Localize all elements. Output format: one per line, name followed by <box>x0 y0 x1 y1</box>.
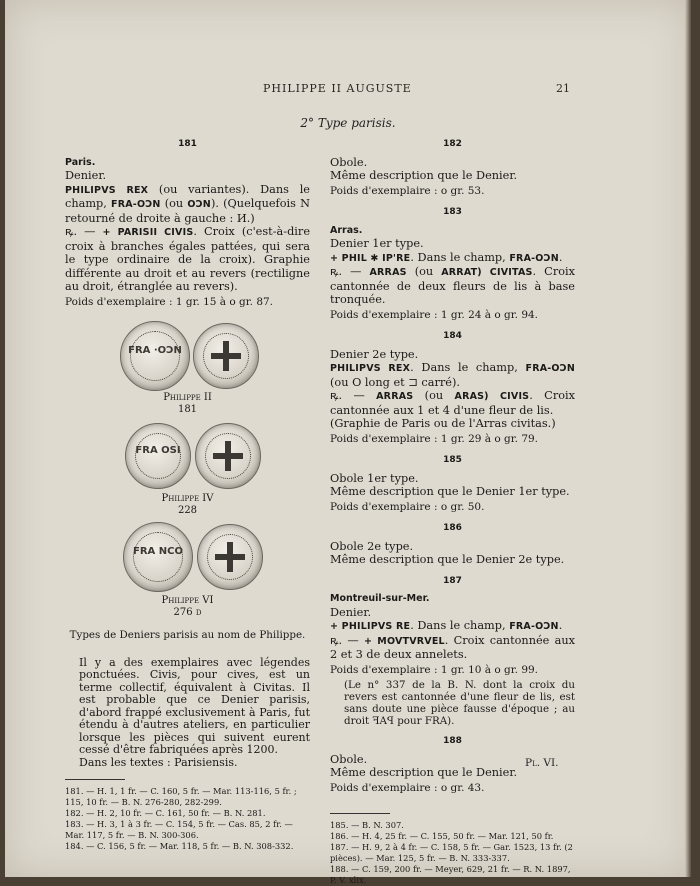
coin-obverse-image <box>125 423 191 489</box>
weight-note: Poids d'exemplaire : o gr. 50. <box>330 500 485 513</box>
footnote: 186. — H. 4, 25 fr. — C. 155, 50 fr. — Mar. 121, 50 fr. <box>330 831 554 841</box>
text: . Croix cantonnée de deux fleurs de lis à base tronquée. <box>330 265 576 306</box>
coin-kind: Obole 2e type. <box>330 539 414 553</box>
figure-caption: Types de Deniers parisis au nom de Philippe. <box>69 629 306 641</box>
description: Même description que le Denier 1er type. <box>330 485 570 498</box>
text: (ou variantes). Dans le champ, <box>65 182 310 210</box>
right-column <box>330 134 575 886</box>
catalogue-number: 228 <box>177 505 198 516</box>
page-number: 21 <box>556 82 570 95</box>
text: (ou <box>406 265 442 278</box>
reverse-description <box>65 225 310 294</box>
entry-number: 181 <box>178 139 197 149</box>
legend: + MOVTVRVEL <box>363 635 445 647</box>
coin-kind: Obole. <box>330 752 368 766</box>
coin-caption <box>65 493 310 517</box>
legend: + PHILIPVS RE <box>330 621 411 632</box>
entry-number: 182 <box>443 139 462 149</box>
coin-caption <box>65 392 310 416</box>
reverse-mark: ꝶ. — <box>330 633 364 647</box>
weight-note: Poids d'exemplaire : o gr. 53. <box>330 184 485 197</box>
king-name: Philippe VI <box>161 595 214 606</box>
weight-note: Poids d'exemplaire : 1 gr. 24 à o gr. 94. <box>330 308 539 321</box>
book-page <box>5 0 691 885</box>
footnote: 184. — C. 156, 5 fr. — Mar. 118, 5 fr. — B. N. 308-332. <box>65 841 294 851</box>
text: . Dans le champ, <box>410 250 510 264</box>
description: Même description que le Denier. <box>330 169 518 182</box>
header-title: PHILIPPE II AUGUSTE <box>263 82 412 95</box>
catalogue-number: 276 d <box>173 607 202 618</box>
legend: + PHIL ✱ IP'RE <box>330 252 411 264</box>
coin-caption <box>65 595 310 619</box>
text: (ou <box>160 197 188 210</box>
reverse-mark: ꝶ. — <box>330 389 377 402</box>
weight-note: Poids d'exemplaire : 1 gr. 10 à o gr. 99. <box>330 663 539 676</box>
coin-monogram: FRA ·OƆN <box>128 345 182 356</box>
entry-number: 184 <box>443 331 462 341</box>
text: . Dans le champ, <box>410 361 526 374</box>
text: ). (Quelquefois N retourné de droite à gauche : И.) <box>65 197 310 225</box>
coin-kind: Denier. <box>330 605 372 619</box>
coin-kind: Obole. <box>330 155 368 169</box>
coin-monogram: FRA NCO <box>133 546 183 557</box>
text: . Dans le champ, <box>410 619 510 632</box>
legend: FRA-OƆN <box>509 621 559 632</box>
reverse-mark: ꝶ. — <box>65 225 103 238</box>
footnote: 188. — C. 159, 200 fr. — Meyer, 629, 21 fr. — R. N. 1897, P. V. xlix. <box>330 864 571 885</box>
text: . Croix cantonnée aux 2 et 3 de deux annelets. <box>330 633 575 661</box>
reverse-description <box>330 389 575 417</box>
text: . Croix cantonnée aux 1 et 4 d'une fleur de lis. <box>330 389 576 417</box>
coin-kind: Denier 2e type. <box>330 347 419 361</box>
reverse-description <box>330 265 575 307</box>
section-subtitle: 2° Type parisis. <box>300 116 396 130</box>
legend: ARRAT) CIVITAS <box>441 267 533 278</box>
coin-monogram: FRA OSI <box>135 445 181 456</box>
commentary-paragraph: Dans les textes : Parisiensis. <box>79 755 238 769</box>
legend: + PARISII CIVIS <box>102 227 194 238</box>
mint-place: Arras. <box>330 224 363 236</box>
text: . Croix (c'est-à-dire croix à branches égales pattées, qui sera le type ordinaire de la croix). Graphie différente au droit et au revers (rectiligne au droit, étranglée au revers). <box>65 225 310 293</box>
footnote: 181. — H. 1, 1 fr. — C. 160, 5 fr. — Mar. 113-116, 5 fr. ; 115, 10 fr. — B. N. 276-280, 282-299. <box>65 786 297 807</box>
king-name: Philippe IV <box>161 493 214 504</box>
coin-illustrations <box>65 309 310 627</box>
coin-reverse-image <box>193 323 259 389</box>
legend: ARRAS <box>369 267 407 278</box>
legend: ARAS) CIVIS <box>454 391 530 402</box>
entry-number: 186 <box>443 523 462 533</box>
obverse-description <box>65 183 310 226</box>
left-column <box>65 134 310 852</box>
text: (ou <box>413 389 455 402</box>
weight-note: Poids d'exemplaire : 1 gr. 29 à o gr. 79. <box>330 432 539 445</box>
coin-reverse-image <box>197 524 263 590</box>
footnote: 183. — H. 3, 1 à 3 fr. — C. 154, 5 fr. — Cas. 85, 2 fr. — Mar. 117, 5 fr. — B. N. 300-306. <box>65 819 293 840</box>
entry-number: 183 <box>443 207 462 217</box>
footnote: 182. — H. 2, 10 fr. — C. 161, 50 fr. — B. N. 281. <box>65 808 266 818</box>
entry-number: 188 <box>443 736 462 746</box>
coin-obverse-image <box>123 522 193 592</box>
footnote-rule <box>65 779 125 780</box>
king-name: Philippe II <box>163 392 212 403</box>
legend: ARRAS <box>376 391 414 402</box>
footnote: 185. — B. N. 307. <box>330 820 404 830</box>
commentary-paragraph: Il y a des exemplaires avec légendes ponctuées. Civis, pour cives, est un terme collectif, équivalent à Civitas. Il est probable que ce Denier parisis, d'abord frappé exclusivement à Paris, fut étendu à d'autres ateliers, en particulier lorsque les pièces qui suivent eurent cessé d'être fabriquées après 1200. <box>79 655 310 756</box>
description: Même description que le Denier 2e type. <box>330 553 565 566</box>
bracket-note: (Le n° 337 de la B. N. dont la croix du revers est cantonnée d'une fleur de lis, est sans doute une pièce fausse d'époque ; au droit ꟻAꟼ pour FRA). <box>344 679 575 727</box>
graphie-note: (Graphie de Paris ou de l'Arras civitas.) <box>330 417 556 430</box>
obverse-description: + PHIL ✱ IP'RE. Dans le champ, FRA-OƆN. <box>330 250 563 264</box>
text: (ou O long et ⊐ carré). <box>330 375 460 389</box>
coin-kind: Obole 1er type. <box>330 471 419 485</box>
mint-place: Paris. <box>65 156 96 168</box>
mint-place: Montreuil-sur-Mer. <box>330 593 430 604</box>
legend: FRA-OƆN <box>525 363 575 374</box>
description: Même description que le Denier. <box>330 766 518 779</box>
entry-number: 187 <box>443 575 462 586</box>
weight-note: Poids d'exemplaire : 1 gr. 15 à o gr. 87. <box>65 295 274 308</box>
reverse-description <box>330 634 575 662</box>
legend: FRA-OƆN <box>111 199 161 210</box>
reverse-mark: ꝶ. — <box>330 265 370 278</box>
catalogue-number: 181 <box>177 404 198 415</box>
legend: PHILIPVS REX <box>65 184 149 196</box>
coin-kind: Denier 1er type. <box>330 237 424 250</box>
plate-reference: Pl. VI. <box>525 757 559 769</box>
obverse-description: + PHILIPVS RE. Dans le champ, FRA-OƆN. <box>330 619 563 632</box>
coin-reverse-image <box>195 423 261 489</box>
obverse-description <box>330 361 575 389</box>
weight-note: Poids d'exemplaire : o gr. 43. <box>330 781 485 794</box>
coin-obverse-image <box>120 321 190 391</box>
coin-kind: Denier. <box>65 169 107 182</box>
page-edge <box>685 0 691 877</box>
legend: FRA-OƆN <box>509 252 559 264</box>
entry-number: 185 <box>443 455 462 465</box>
legend: PHILIPVS REX <box>330 363 411 374</box>
footnote: 187. — H. 9, 2 à 4 fr. — C. 158, 5 fr. — Gar. 1523, 13 fr. (2 pièces). — Mar. 125, 5 fr. — B. N. 333-337. <box>330 842 573 863</box>
legend: OƆN <box>187 199 211 210</box>
footnote-rule <box>330 813 390 814</box>
